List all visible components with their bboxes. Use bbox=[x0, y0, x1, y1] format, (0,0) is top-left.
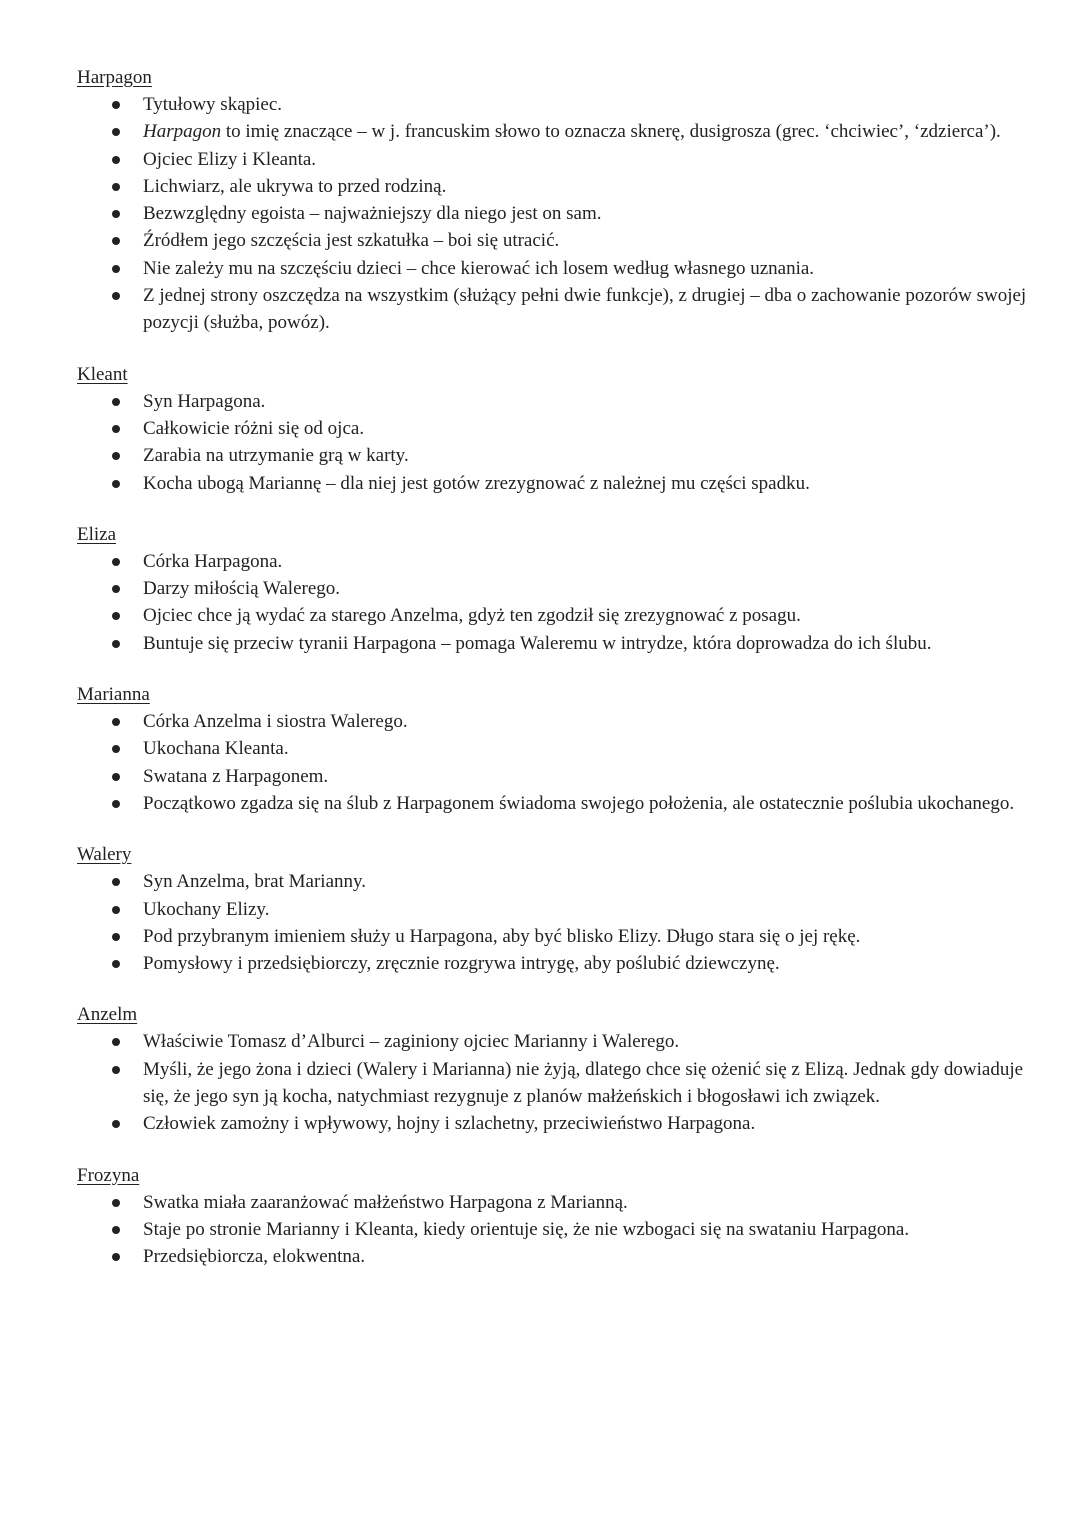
bullet-list bbox=[77, 708, 1037, 817]
list-item-text: Syn Anzelma, brat Marianny. bbox=[143, 871, 367, 893]
bullet-icon bbox=[112, 1253, 120, 1261]
list-item bbox=[77, 735, 1037, 762]
list-item-text: Swatka miała zaaranżować małżeństwo Harpagona z Marianną. bbox=[143, 1191, 628, 1213]
bullet-icon bbox=[112, 1226, 120, 1234]
character-section-marianna bbox=[77, 681, 1037, 817]
bullet-list bbox=[77, 388, 1037, 497]
bullet-icon bbox=[112, 960, 120, 968]
bullet-icon bbox=[112, 745, 120, 753]
list-item-text: Pod przybranym imieniem służy u Harpagona, aby być blisko Elizy. Długo stara się o jej rękę. bbox=[143, 925, 861, 947]
bullet-list bbox=[77, 91, 1037, 337]
list-item-text: Źródłem jego szczęścia jest szkatułka – boi się utracić. bbox=[143, 230, 560, 252]
bullet-icon bbox=[112, 265, 120, 273]
bullet-icon bbox=[112, 612, 120, 620]
bullet-list bbox=[77, 548, 1037, 657]
list-item bbox=[77, 950, 1037, 977]
list-item bbox=[77, 173, 1037, 200]
bullet-icon bbox=[112, 156, 120, 164]
section-heading: Anzelm bbox=[77, 1004, 138, 1026]
character-section-walery bbox=[77, 841, 1037, 977]
list-item-text: Darzy miłością Walerego. bbox=[143, 578, 341, 600]
section-heading: Marianna bbox=[77, 684, 150, 706]
bullet-list bbox=[77, 1028, 1037, 1137]
list-item bbox=[77, 575, 1037, 602]
list-item-text: Zarabia na utrzymanie grą w karty. bbox=[143, 445, 409, 467]
character-section-eliza bbox=[77, 521, 1037, 657]
bullet-icon bbox=[112, 800, 120, 808]
bullet-icon bbox=[112, 128, 120, 136]
list-item bbox=[77, 896, 1037, 923]
list-item-text: Z jednej strony oszczędza na wszystkim (służący pełni dwie funkcje), z drugiej – dba o zachowanie pozorów swojej pozycji (służba, powóz). bbox=[143, 285, 1027, 334]
bullet-icon bbox=[112, 640, 120, 648]
list-item bbox=[77, 91, 1037, 118]
bullet-icon bbox=[112, 452, 120, 460]
list-item bbox=[77, 227, 1037, 254]
bullet-icon bbox=[112, 210, 120, 218]
bullet-icon bbox=[112, 585, 120, 593]
character-section-frozyna bbox=[77, 1162, 1037, 1271]
list-item-text: Początkowo zgadza się na ślub z Harpagonem świadoma swojego położenia, ale ostatecznie poślubia ukochanego. bbox=[143, 792, 1015, 814]
list-item-text: Syn Harpagona. bbox=[143, 390, 266, 412]
list-item bbox=[77, 1028, 1037, 1055]
list-item-text: Człowiek zamożny i wpływowy, hojny i szlachetny, przeciwieństwo Harpagona. bbox=[143, 1113, 756, 1135]
bullet-icon bbox=[112, 237, 120, 245]
list-item bbox=[77, 442, 1037, 469]
character-section-kleant bbox=[77, 361, 1037, 497]
list-item bbox=[77, 923, 1037, 950]
list-item-text: Ukochana Kleanta. bbox=[143, 738, 289, 760]
list-item bbox=[77, 415, 1037, 442]
bullet-list bbox=[77, 1189, 1037, 1271]
list-item bbox=[77, 282, 1037, 337]
document-body bbox=[77, 64, 1037, 1295]
bullet-icon bbox=[112, 425, 120, 433]
bullet-list bbox=[77, 868, 1037, 977]
bullet-icon bbox=[112, 480, 120, 488]
bullet-icon bbox=[112, 933, 120, 941]
list-item-text: Buntuje się przeciw tyranii Harpagona – pomaga Waleremu w intrydze, która doprowadza do ich ślubu. bbox=[143, 632, 932, 654]
list-item-text: Przedsiębiorcza, elokwentna. bbox=[143, 1246, 366, 1268]
character-section-harpagon bbox=[77, 64, 1037, 337]
list-item-text: Ukochany Elizy. bbox=[143, 898, 270, 920]
bullet-icon bbox=[112, 183, 120, 191]
list-item-text: Bezwzględny egoista – najważniejszy dla niego jest on sam. bbox=[143, 203, 602, 225]
list-item bbox=[77, 868, 1037, 895]
list-item bbox=[77, 548, 1037, 575]
bullet-icon bbox=[112, 292, 120, 300]
character-section-anzelm bbox=[77, 1001, 1037, 1137]
bullet-icon bbox=[112, 1038, 120, 1046]
list-item-text: Swatana z Harpagonem. bbox=[143, 765, 329, 787]
bullet-icon bbox=[112, 558, 120, 566]
list-item-text: Tytułowy skąpiec. bbox=[143, 94, 283, 115]
list-item-text: Córka Harpagona. bbox=[143, 550, 283, 572]
bullet-icon bbox=[112, 1120, 120, 1128]
bullet-icon bbox=[112, 906, 120, 914]
list-item bbox=[77, 790, 1037, 817]
section-heading: Frozyna bbox=[77, 1164, 140, 1186]
section-heading: Walery bbox=[77, 844, 132, 866]
bullet-icon bbox=[112, 398, 120, 406]
bullet-icon bbox=[112, 773, 120, 781]
section-heading: Kleant bbox=[77, 363, 128, 385]
list-item-text: Pomysłowy i przedsiębiorczy, zręcznie rozgrywa intrygę, aby poślubić dziewczynę. bbox=[143, 953, 780, 975]
list-item bbox=[77, 1189, 1037, 1216]
list-item-text: Lichwiarz, ale ukrywa to przed rodziną. bbox=[143, 175, 447, 197]
list-item-text: Myśli, że jego żona i dzieci (Walery i Marianna) nie żyją, dlatego chce się ożenić się z Elizą. Jednak gdy dowiaduje się, że jego syn ją kocha, natychmiast rezygnuje z planów małżeńskich i błogosławi ich związek. bbox=[143, 1058, 1024, 1108]
list-item-text: Ojciec chce ją wydać za starego Anzelma, gdyż ten zgodził się zrezygnować z posagu. bbox=[143, 605, 801, 627]
list-item bbox=[77, 255, 1037, 282]
emphasized-term: Harpagon bbox=[143, 121, 222, 143]
list-item bbox=[77, 118, 1037, 145]
list-item bbox=[77, 708, 1037, 735]
list-item-text: Ojciec Elizy i Kleanta. bbox=[143, 148, 317, 170]
list-item-text: Kocha ubogą Mariannę – dla niej jest gotów zrezygnować z należnej mu części spadku. bbox=[143, 472, 810, 494]
list-item bbox=[77, 1110, 1037, 1137]
list-item bbox=[77, 146, 1037, 173]
bullet-icon bbox=[112, 101, 120, 109]
list-item-text: to imię znaczące – w j. francuskim słowo to oznacza sknerę, dusigrosza (grec. ‘chciwiec’, ‘zdzierca’). bbox=[221, 121, 1001, 143]
bullet-icon bbox=[112, 878, 120, 886]
list-item bbox=[77, 388, 1037, 415]
bullet-icon bbox=[112, 1199, 120, 1207]
section-heading: Harpagon bbox=[77, 67, 152, 88]
list-item-text: Córka Anzelma i siostra Walerego. bbox=[143, 711, 408, 733]
list-item bbox=[77, 630, 1037, 657]
list-item-text: Staje po stronie Marianny i Kleanta, kiedy orientuje się, że nie wzbogaci się na swataniu Harpagona. bbox=[143, 1218, 910, 1240]
list-item-text: Całkowicie różni się od ojca. bbox=[143, 417, 365, 439]
list-item bbox=[77, 470, 1037, 497]
section-heading: Eliza bbox=[77, 523, 117, 545]
list-item bbox=[77, 1056, 1037, 1111]
list-item bbox=[77, 602, 1037, 629]
list-item bbox=[77, 200, 1037, 227]
list-item bbox=[77, 1243, 1037, 1270]
list-item bbox=[77, 763, 1037, 790]
list-item bbox=[77, 1216, 1037, 1243]
list-item-text: Nie zależy mu na szczęściu dzieci – chce kierować ich losem według własnego uznania. bbox=[143, 257, 815, 279]
list-item-text: Właściwie Tomasz d’Alburci – zaginiony ojciec Marianny i Walerego. bbox=[143, 1031, 680, 1053]
bullet-icon bbox=[112, 718, 120, 726]
bullet-icon bbox=[112, 1066, 120, 1074]
